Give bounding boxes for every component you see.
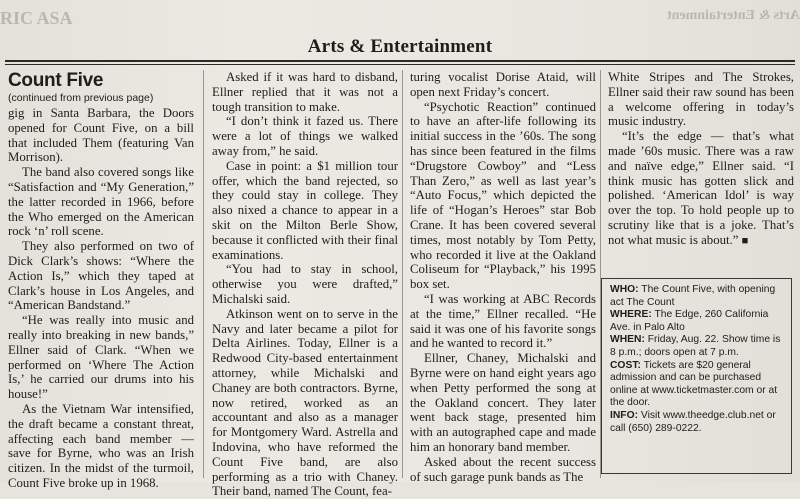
paragraph: As the Vietnam War intensified, the draft became a constant threat, affecting each band member — save for Byrne, who was an Irish citizen. In the midst of the turmoil, Count Five broke up in 1968. [8,401,194,490]
paragraph: Atkinson went on to serve in the Navy and later became a pilot for Delta Airlines. Today, Ellner is a Redwood City-based entertainment attorney, while Michalski and Chaney are both contractors. Byrne, now retired, worked as an accountant and also as a manager for Montgomery Ward. Astrella and Indovina, who have reformed the Count Five band, are also performing as a trio with Chaney. Their band, named The Count, fea- [212,306,398,499]
paragraph: Asked if it was hard to disband, Ellner replied that it was not a tough transition to make. [212,70,398,114]
event-info-box [601,278,792,474]
where-label: WHERE: [610,309,652,321]
paragraph: “Psychotic Reaction” continued to have an after-life following its initial success in the ’60s. The song has since been featured in the films “Drugstore Cowboy” and “Less Than Zero,” as well as last year’s “Auto Focus,” which depicted the life of “Hogan’s Heroes” star Bob Crane. It has been covered several times, most notably by Tom Petty, who recorded it live at the Oakland Coliseum for “Playback,” his 1995 box set. [410,99,596,292]
paragraph: Asked about the recent success of such garage punk bands as The [410,454,596,484]
header-rule [5,60,795,62]
when-label: WHEN: [610,334,645,346]
info-cost [610,360,783,410]
paragraph: “He was really into music and really into breaking in new bands,” Ellner said of Clark. “When we performed on ‘Where The Action Is,’ he carried our drums into his house!” [8,313,194,402]
who-label: WHO: [610,284,639,295]
bleed-through-right: Arts & Entertainment [667,8,800,23]
end-mark-icon: ■ [741,234,749,247]
paragraph: “You had to stay in school, otherwise you were drafted,” Michalski said. [212,262,398,306]
info-when [610,334,783,359]
article-column-4 [608,70,794,249]
paragraph: Case in point: a $1 million tour offer, which the band rejected, so they could stay in college. They also nixed a chance to appear in a skit on the Milton Berle Show, because it conflicted with their final examinations. [212,158,398,262]
bleed-through-left: RIC ASA [0,8,73,28]
header-rule-thin [5,64,795,65]
paragraph: They also performed on two of Dick Clark’s shows: “Where the Action Is,” which they taped at Clark’s house in Los Angeles, and “American Bandstand.” [8,239,194,313]
paragraph-text: “It’s the edge — that’s what made ’60s music. There was a raw and naïve edge,” Ellner said. “I think music has gotten slick and polished. ‘American Idol’ is way over the top. To hold people up to scrutiny like that is a joke. That’s not what music is about.” [608,129,794,247]
where-value: The Edge, 260 California Ave. in Palo Alto [610,309,769,333]
paragraph: Ellner, Chaney, Michalski and Byrne were on hand eight years ago when Petty performed the song at the Oakland concert. They later went back stage, presented him with an autographed cape and made him an honorary band member. [410,351,596,454]
info-where [610,309,783,334]
cost-value: Tickets are $20 general admission and can be purchased online at www.ticketmaster.com or at the door. [610,359,778,409]
paragraph [608,129,794,248]
paragraph: turing vocalist Dorise Ataid, will open next Friday’s concert. [410,70,596,99]
paragraph: gig in Santa Barbara, the Doors opened for Count Five, on a bill that included Them (featuring Van Morrison). [8,106,194,165]
paragraph: “I don’t think it fazed us. There were a lot of things we walked away from,” he said. [212,114,398,158]
article-column-1 [8,92,194,491]
info-info [610,410,783,435]
cost-label: COST: [610,359,641,371]
article-column-3 [410,70,596,484]
who-value: The Count Five, with opening act The Count [610,284,776,308]
info-who [610,284,783,309]
when-value: Friday, Aug. 22. Show time is 8 p.m.; doors open at 7 p.m. [610,334,781,358]
column-divider [402,70,403,478]
continued-note: (continued from previous page) [8,92,154,104]
info-value: Visit www.theedge.club.net or call (650) 289-0222. [610,409,776,434]
article-column-2 [212,70,398,499]
paragraph: White Stripes and The Strokes, Ellner said their raw sound has been a welcome offering in today’s music industry. [608,70,794,129]
article-headline: Count Five [8,70,104,91]
info-label: INFO: [610,409,639,421]
paragraph: The band also covered songs like “Satisfaction and “My Generation,” the latter recorded in 1966, before the Who emerged on the American rock ‘n’ roll scene. [8,165,194,239]
section-title: Arts & Entertainment [307,36,493,57]
column-divider [203,70,204,478]
paragraph: “I was working at ABC Records at the time,” Ellner recalled. “He said it was one of his favorite songs and he wanted to record it.” [410,291,596,351]
